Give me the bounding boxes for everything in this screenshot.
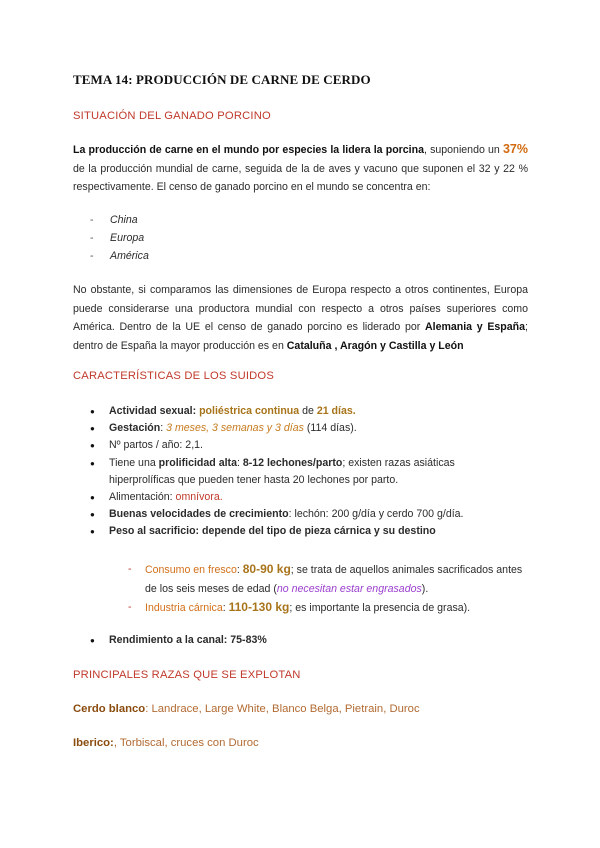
actividad-mid: de (299, 405, 317, 417)
sublist-item-fresco (128, 560, 528, 598)
rendimiento-list (90, 632, 510, 649)
list-item-crecimiento (90, 506, 510, 523)
gestacion-rest: (114 días). (303, 422, 357, 435)
europe-text-2: ; dentro de España la mayor producción es en (73, 321, 528, 352)
actividad-value: poliéstrica continua (199, 405, 300, 417)
fresco-note: no necesitan estar engrasados (276, 582, 422, 595)
intro-bold: La producción de carne en el mundo por especies la lidera la porcina (73, 144, 424, 156)
gestacion-value: 3 meses, 3 semanas y 3 días (166, 422, 304, 435)
prolificidad-bold: prolificidad alta (158, 456, 237, 469)
fresco-end: ). (421, 582, 429, 595)
intro-percent: 37% (502, 142, 528, 156)
actividad-days: 21 días. (316, 405, 356, 417)
intro-paragraph (73, 140, 528, 197)
region-item-america: - América (90, 247, 149, 265)
crecimiento-rest: : lechón: 200 g/día y cerdo 700 g/día. (288, 508, 464, 521)
actividad-label: Actividad sexual: (109, 405, 200, 417)
prolificidad-rest: ; existen razas asiáticas hiperprolíficas que pueden tener hasta 20 lechones por parto. (109, 456, 455, 486)
intro-text-1: , suponiendo un (423, 144, 500, 156)
prolificidad-text-1: Tiene una (109, 456, 159, 469)
list-item-partos: ● Nº partos / año: 2,1. (90, 437, 510, 454)
industria-value: 110-130 kg (228, 600, 290, 614)
list-item-actividad (90, 403, 510, 420)
region-item-europa: - Europa (90, 229, 149, 247)
region-list (90, 211, 149, 265)
industria-rest: ; es importante la presencia de grasa). (289, 602, 471, 614)
list-item-gestacion (90, 420, 510, 437)
weight-sublist (128, 560, 528, 618)
iberico-label: Iberico: (73, 737, 114, 749)
prolificidad-bold-2: 8-12 lechones/parto (242, 456, 343, 469)
fresco-value: 80-90 kg (242, 562, 291, 576)
europe-bold-1: Alemania y España (424, 321, 526, 333)
iberico-names: , Torbiscal, cruces con Duroc (113, 737, 259, 749)
blanco-label: Cerdo blanco (73, 703, 146, 715)
rendimiento-text: Rendimiento a la canal: 75-83% (109, 634, 267, 646)
gestacion-label: Gestación (109, 422, 161, 435)
gestacion-colon: : (160, 422, 167, 435)
list-item-rendimiento (90, 632, 510, 649)
breed-line-iberico (73, 737, 259, 749)
peso-text: Peso al sacrificio: depende del tipo de pieza cárnica y su destino (109, 525, 436, 538)
section-heading-razas: PRINCIPALES RAZAS QUE SE EXPLOTAN (73, 669, 301, 681)
industria-colon: : (222, 602, 229, 614)
list-item-prolificidad (90, 455, 510, 489)
europe-paragraph (73, 281, 528, 355)
characteristics-list (90, 403, 510, 541)
list-item-peso (90, 523, 510, 540)
breed-line-blanco (73, 703, 420, 715)
document-title: TEMA 14: PRODUCCIÓN DE CARNE DE CERDO (73, 72, 371, 87)
crecimiento-bold: Buenas velocidades de crecimiento (109, 508, 289, 521)
intro-text-2: de la producción mundial de carne, seguida de la de aves y vacuno que suponen el 32 y 22 % respectivamente. El censo de ganado porcino en el mundo se concentra en: (73, 162, 528, 193)
fresco-label: Consumo en fresco (145, 564, 237, 576)
industria-label: Industria cárnica (145, 602, 223, 614)
fresco-rest: ; se trata de aquellos animales sacrificados antes de los seis meses de edad ( (145, 564, 523, 595)
alimentacion-label: Alimentación: (109, 491, 176, 504)
region-item-china: - China (90, 211, 149, 229)
europe-text-1: No obstante, si comparamos las dimensiones de Europa respecto a otros continentes, Europa puede considerarse una productora mundial con respecto a otros países superiores como América. Dentro de la UE el censo de ganado porcino es liderado por (73, 284, 528, 333)
alimentacion-value: omnívora. (175, 491, 223, 504)
section-heading-caracteristicas: CARACTERÍSTICAS DE LOS SUIDOS (73, 370, 274, 382)
europe-bold-2: Cataluña , Aragón y Castilla y León (286, 339, 464, 352)
sublist-item-industria (128, 598, 528, 618)
fresco-colon: : (236, 564, 243, 576)
prolificidad-colon: : (236, 456, 243, 469)
list-item-alimentacion (90, 489, 510, 506)
blanco-names: : Landrace, Large White, Blanco Belga, Pietrain, Duroc (145, 703, 420, 715)
section-heading-situacion: SITUACIÓN DEL GANADO PORCINO (73, 110, 271, 122)
